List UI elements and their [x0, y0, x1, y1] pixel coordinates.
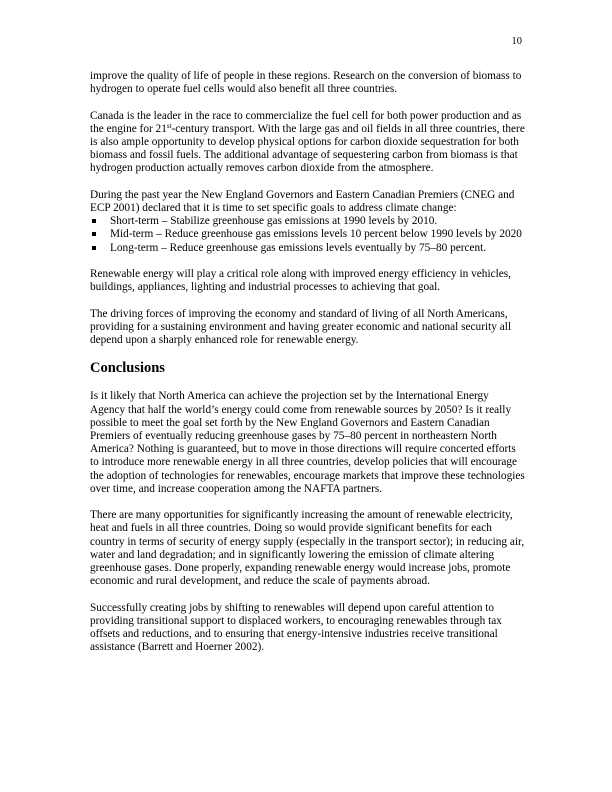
paragraph-conclusions-3: Successfully creating jobs by shifting to renewables will depend upon careful attention to providing transitional support to displaced workers, to encouraging renewables through tax offsets and reductions, and to ensuring that energy-intensive industries receive transitional assistance (Barrett and Hoerner 2002). [90, 601, 502, 654]
paragraph-renewable-role: Renewable energy will play a critical role along with improved energy efficiency in vehicles, buildings, appliances, lighting and industrial processes to achieving that goal. [90, 268, 511, 294]
paragraph-canada-text-end: -century transport. With the large gas and oil fields in all three countries, there is also ample opportunity to develop physical options for carbon dioxide sequestration for both biomass and fossil fuels. The additional advantage of sequestering carbon from biomass is that hydrogen production actually removes carbon dioxide from the atmosphere. [90, 122, 525, 175]
paragraph-climate-goals-intro: During the past year the New England Governors and Eastern Canadian Premiers (CNEG and ECP 2001) declared that it is time to set specific goals to address climate change: [90, 188, 515, 214]
ordinal-superscript: st [166, 121, 172, 130]
goal-mid-term: Mid-term – Reduce greenhouse gas emissions levels 10 percent below 1990 levels by 2020 [90, 228, 526, 241]
paragraph-biomass-hydrogen: improve the quality of life of people in these regions. Research on the conversion of biomass to hydrogen to operate fuel cells would also benefit all three countries. [90, 70, 522, 96]
page-number: 10 [511, 36, 522, 47]
paragraph-canada-fuel-cell [90, 110, 526, 176]
paragraph-canada-text-start: Canada is the leader in the race to commercialize the fuel cell for both power production and as the engine for 21 [90, 109, 522, 135]
goal-short-term: Short-term – Stabilize greenhouse gas emissions at 1990 levels by 2010. [90, 215, 526, 228]
climate-goals-list [90, 215, 526, 255]
paragraph-conclusions-2: There are many opportunities for significantly increasing the amount of renewable electricity, heat and fuels in all three countries. Doing so would provide significant benefits for each country in terms of security of energy supply (especially in the transport sector); in reducing air, water and land degradation; and in significantly lowering the emission of climate altering greenhouse gases. Done properly, expanding renewable energy would increase jobs, promote economic and rural development, and reduce the scale of payments abroad. [90, 509, 525, 588]
paragraph-driving-forces: The driving forces of improving the economy and standard of living of all North Americans, providing for a sustaining environment and having greater economic and national security all depend upon a sharply enhanced role for renewable energy. [90, 307, 511, 346]
page-body [90, 70, 526, 668]
section-heading-conclusions: Conclusions [90, 360, 165, 377]
goal-long-term: Long-term – Reduce greenhouse gas emissions levels eventually by 75–80 percent. [90, 242, 526, 255]
paragraph-conclusions-1: Is it likely that North America can achieve the projection set by the International Energy Agency that half the world’s energy could come from renewable sources by 2050? Is it really possible to meet the goal set forth by the New England Governors and Eastern Canadian Premiers of eventually reducing greenhouse gases by 75–80 percent in northeastern North America? Nothing is guaranteed, but to move in those directions will require concerted efforts to introduce more renewable energy in all three countries, develop policies that will encourage the adoption of technologies for renewables, encourage markets that improve these technologies over time, and increase cooperation among the NAFTA partners. [90, 390, 525, 495]
